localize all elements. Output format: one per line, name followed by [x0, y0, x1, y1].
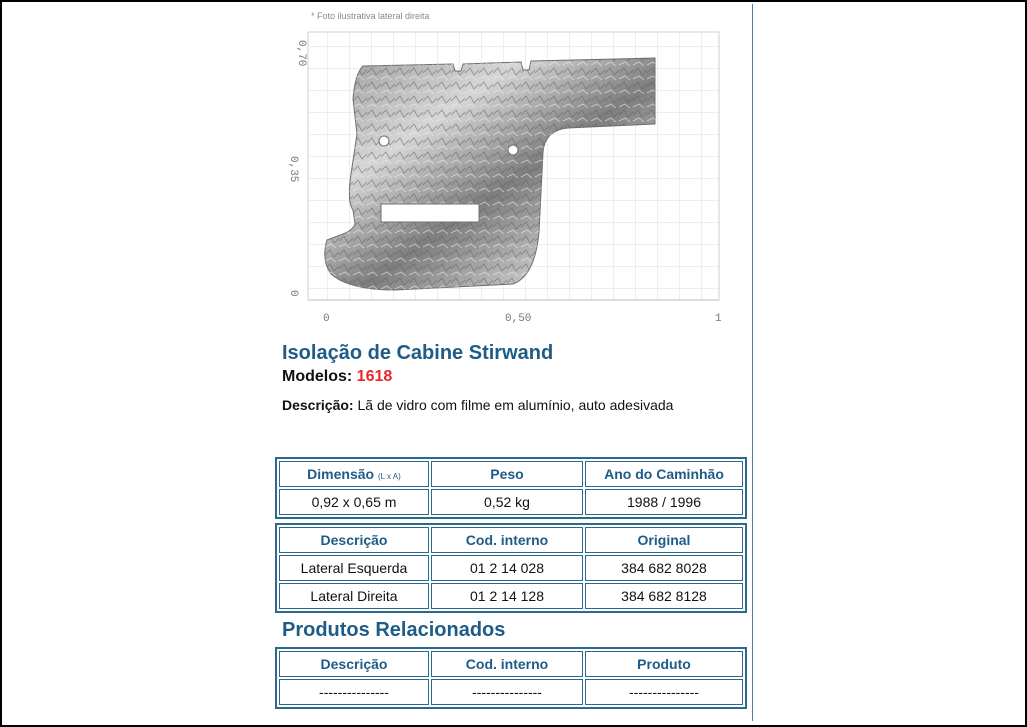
- description-line: [282, 397, 673, 413]
- col-header: Descrição: [279, 651, 429, 677]
- col-header: Descrição: [279, 527, 429, 553]
- col-header: Cod. interno: [431, 651, 583, 677]
- table-cell: 01 2 14 128: [431, 583, 583, 609]
- x-tick-label: 0,50: [505, 313, 532, 325]
- weight-header: Peso: [431, 461, 583, 487]
- product-title: Isolação de Cabine Stirwand: [282, 342, 554, 364]
- description-label: Descrição:: [282, 397, 354, 413]
- year-header: Ano do Caminhão: [585, 461, 743, 487]
- table-cell: ---------------: [585, 679, 743, 705]
- codes-table: [275, 523, 747, 613]
- table-cell: ---------------: [431, 679, 583, 705]
- table-cell: 384 682 8028: [585, 555, 743, 581]
- y-tick-label: 0,70: [295, 40, 307, 67]
- table-cell: Lateral Direita: [279, 583, 429, 609]
- y-tick-label: 0,35: [287, 156, 299, 183]
- models-label: Modelos:: [282, 368, 353, 385]
- table-cell: 384 682 8128: [585, 583, 743, 609]
- table-cell: 01 2 14 028: [431, 555, 583, 581]
- y-tick-label: 0: [287, 290, 299, 297]
- col-header: Original: [585, 527, 743, 553]
- dimension-header: Dimensão (L x A): [279, 461, 429, 487]
- table-row: [279, 679, 743, 705]
- col-header: Produto: [585, 651, 743, 677]
- description-value: Lã de vidro com filme em alumínio, auto adesivada: [357, 397, 674, 413]
- models-line: [282, 368, 392, 386]
- models-value: 1618: [356, 368, 393, 385]
- dimension-value: 0,92 x 0,65 m: [279, 489, 429, 515]
- figure-caption: * Foto ilustrativa lateral direita: [311, 11, 430, 21]
- table-row: [279, 555, 743, 581]
- dimension-note: (L x A): [377, 472, 401, 481]
- table-row: [279, 583, 743, 609]
- table-cell: Lateral Esquerda: [279, 555, 429, 581]
- weight-value: 0,52 kg: [431, 489, 583, 515]
- x-tick-label: 1: [715, 313, 722, 325]
- col-header: Cod. interno: [431, 527, 583, 553]
- year-value: 1988 / 1996: [585, 489, 743, 515]
- specs-table: [275, 457, 747, 519]
- related-title: Produtos Relacionados: [282, 619, 506, 641]
- table-cell: ---------------: [279, 679, 429, 705]
- product-figure: [283, 24, 733, 328]
- related-table: [275, 647, 747, 709]
- x-tick-label: 0: [323, 313, 330, 325]
